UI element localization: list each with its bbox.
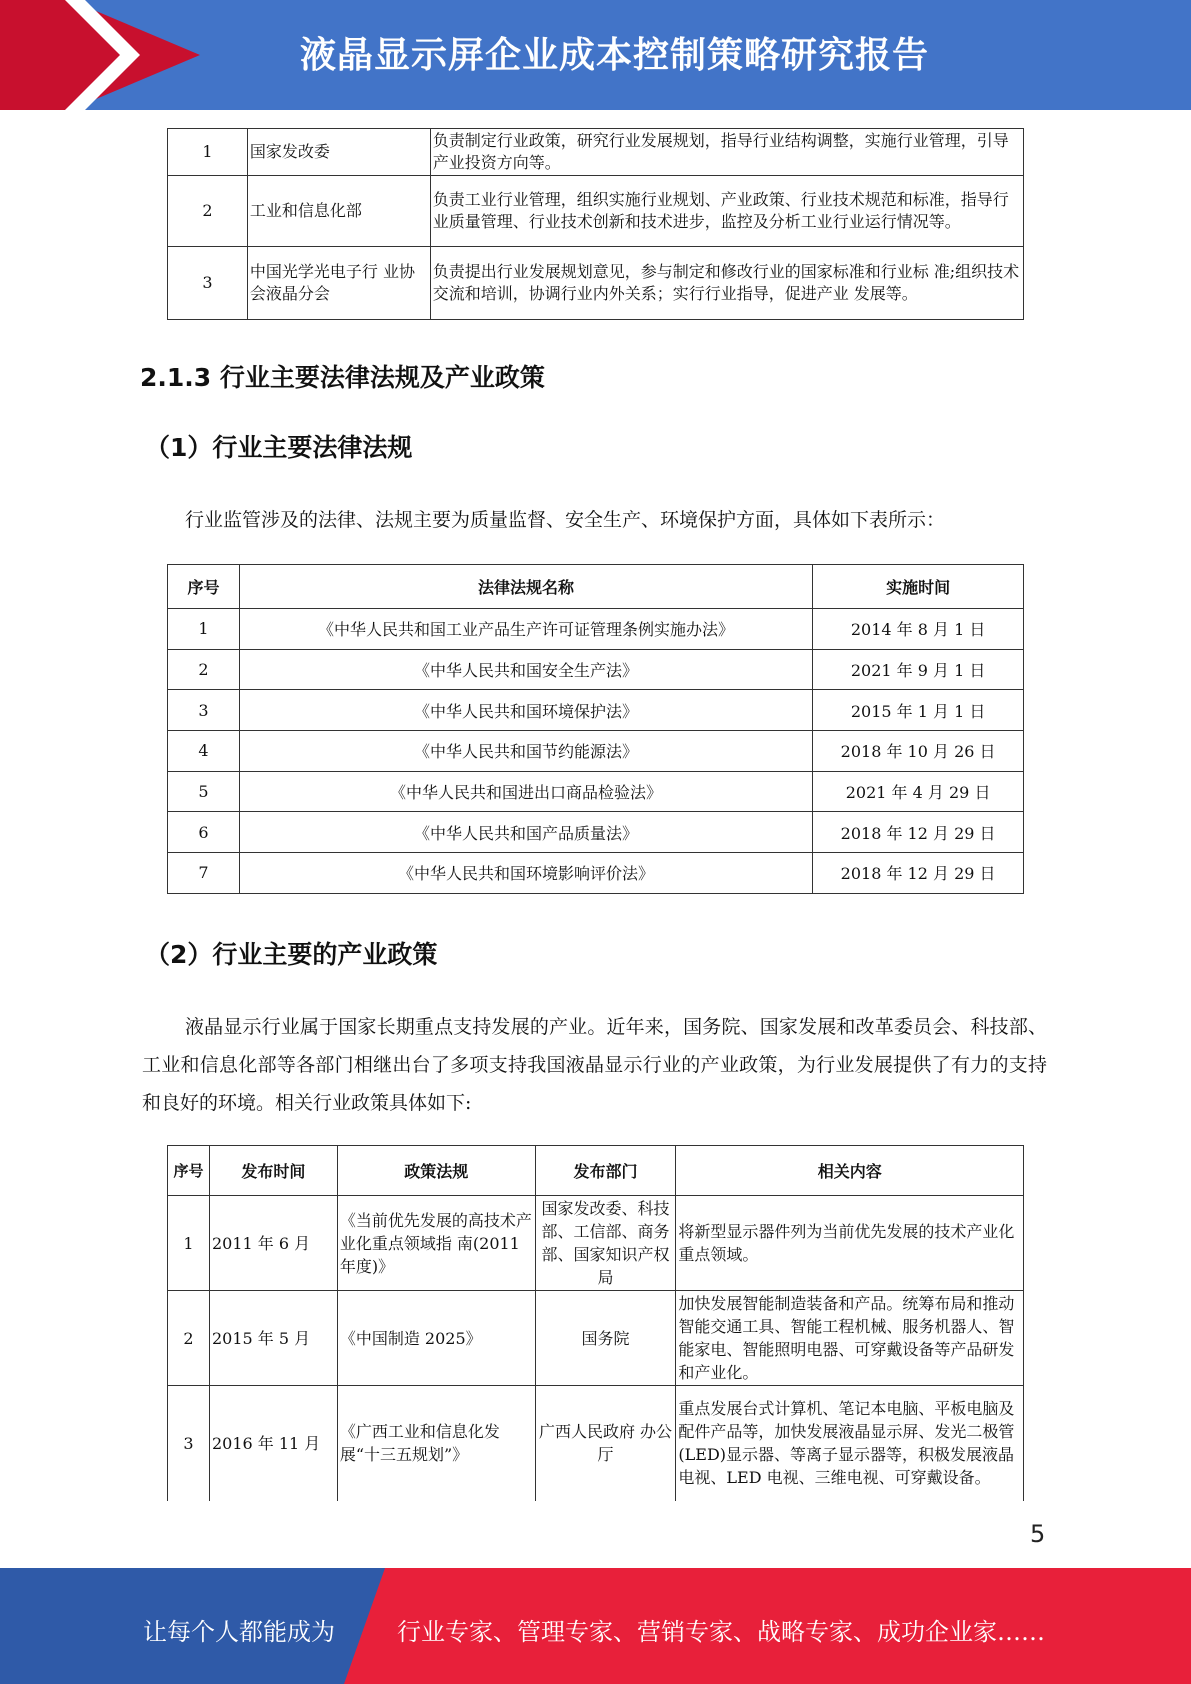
table-cell: 《中华人民共和国节约能源法》: [239, 731, 812, 772]
table-cell: 2: [168, 649, 240, 690]
table-cell: 7: [168, 853, 240, 894]
table-cell: 2: [168, 1291, 210, 1386]
table-cell: 《广西工业和信息化发展“十三五规划”》: [337, 1386, 535, 1501]
table-cell: 2018 年 10 月 26 日: [813, 731, 1024, 772]
table-cell: 2018 年 12 月 29 日: [813, 853, 1024, 894]
table-cell: 3: [168, 1386, 210, 1501]
table-cell: 5: [168, 771, 240, 812]
table-header-row: [168, 1146, 1024, 1196]
table-cell: 中国光学光电子行 业协会液晶分会: [247, 247, 430, 320]
column-header: 发布时间: [209, 1146, 337, 1196]
table-cell: 工业和信息化部: [247, 176, 430, 247]
section-heading: 2.1.3 行业主要法律法规及产业政策: [140, 363, 545, 392]
table-cell: 将新型显示器件列为当前优先发展的技术产业化重点领域。: [676, 1196, 1024, 1291]
table-row: [168, 812, 1024, 853]
policy-table: [167, 1145, 1024, 1501]
table-cell: 《中国制造 2025》: [337, 1291, 535, 1386]
table-row: [168, 609, 1024, 650]
table-cell: 国家发改委: [247, 129, 430, 176]
table-cell: 加快发展智能制造装备和产品。统筹布局和推动智能交通工具、智能工程机械、服务机器人、智能家电、智能照明电器、可穿戴设备等产品研发和产业化。: [676, 1291, 1024, 1386]
table-cell: 2015 年 1 月 1 日: [813, 690, 1024, 731]
laws-heading: （1）行业主要法律法规: [145, 433, 413, 462]
footer-slogan-left: 让每个人都能成为: [143, 1618, 335, 1646]
table-cell: 2018 年 12 月 29 日: [813, 812, 1024, 853]
table-row: [168, 176, 1024, 247]
table-cell: 《当前优先发展的高技术产业化重点领域指 南(2011 年度)》: [337, 1196, 535, 1291]
table-cell: 2015 年 5 月: [209, 1291, 337, 1386]
header-red-block: [0, 0, 70, 110]
table-cell: 负责制定行业政策，研究行业发展规划，指导行业结构调整，实施行业管理，引导产业投资方向等。: [430, 129, 1023, 176]
report-title: 液晶显示屏企业成本控制策略研究报告: [300, 35, 930, 76]
table-row: [168, 649, 1024, 690]
table-cell: 1: [168, 609, 240, 650]
table-cell: 2021 年 4 月 29 日: [813, 771, 1024, 812]
table-cell: 2: [168, 176, 248, 247]
table-cell: 《中华人民共和国环境保护法》: [239, 690, 812, 731]
header-chevron-icon: [65, 0, 150, 110]
column-header: 序号: [168, 565, 240, 609]
table-row: [168, 1291, 1024, 1386]
table-cell: 2021 年 9 月 1 日: [813, 649, 1024, 690]
table-cell: 4: [168, 731, 240, 772]
table-header-row: [168, 565, 1024, 609]
table-row: [168, 771, 1024, 812]
column-header: 实施时间: [813, 565, 1024, 609]
policy-heading: （2）行业主要的产业政策: [145, 940, 438, 969]
table-cell: 2011 年 6 月: [209, 1196, 337, 1291]
table-cell: 3: [168, 690, 240, 731]
table-cell: 负责工业行业管理，组织实施行业规划、产业政策、行业技术规范和标准，指导行业质量管理、行业技术创新和技术进步，监控及分析工业行业运行情况等。: [430, 176, 1023, 247]
column-header: 政策法规: [337, 1146, 535, 1196]
table-cell: 负责提出行业发展规划意见，参与制定和修改行业的国家标准和行业标 准;组织技术交流和培训，协调行业内外关系；实行行业指导，促进产业 发展等。: [430, 247, 1023, 320]
policy-intro: 液晶显示行业属于国家长期重点支持发展的产业。近年来，国务院、国家发展和改革委员会、科技部、工业和信息化部等各部门相继出台了多项支持我国液晶显示行业的产业政策，为行业发展提供了有力的支持和良好的环境。相关行业政策具体如下:: [142, 1016, 1047, 1114]
table-cell: 1: [168, 1196, 210, 1291]
table-cell: 2014 年 8 月 1 日: [813, 609, 1024, 650]
table-cell: 6: [168, 812, 240, 853]
laws-table: [167, 564, 1024, 894]
table-row: [168, 129, 1024, 176]
column-header: 发布部门: [535, 1146, 676, 1196]
table-cell: 1: [168, 129, 248, 176]
table-row: [168, 1386, 1024, 1501]
table-row: [168, 1196, 1024, 1291]
table-cell: 2016 年 11 月: [209, 1386, 337, 1501]
laws-intro: 行业监管涉及的法律、法规主要为质量监督、安全生产、环境保护方面，具体如下表所示：: [185, 509, 946, 531]
page-footer: [0, 1568, 1191, 1684]
column-header: 序号: [168, 1146, 210, 1196]
page-number: 5: [1030, 1520, 1046, 1548]
table-cell: 3: [168, 247, 248, 320]
table-row: [168, 690, 1024, 731]
column-header: 法律法规名称: [239, 565, 812, 609]
column-header: 相关内容: [676, 1146, 1024, 1196]
table-cell: 重点发展台式计算机、笔记本电脑、平板电脑及配件产品等，加快发展液晶显示屏、发光二极管(LED)显示器、等离子显示器等，积极发展液晶电视、LED 电视、三维电视、可穿戴设备。: [676, 1386, 1024, 1501]
table-cell: 《中华人民共和国安全生产法》: [239, 649, 812, 690]
table-row: [168, 247, 1024, 320]
table-row: [168, 731, 1024, 772]
page-header: [0, 0, 1191, 110]
table-cell: 国家发改委、科技部、工信部、商务部、国家知识产权局: [535, 1196, 676, 1291]
table-cell: 《中华人民共和国环境影响评价法》: [239, 853, 812, 894]
table-row: [168, 853, 1024, 894]
table-cell: 国务院: [535, 1291, 676, 1386]
authority-table: [167, 128, 1024, 320]
footer-slogan-right: 行业专家、管理专家、营销专家、战略专家、成功企业家……: [397, 1618, 1045, 1646]
table-cell: 《中华人民共和国工业产品生产许可证管理条例实施办法》: [239, 609, 812, 650]
table-cell: 《中华人民共和国进出口商品检验法》: [239, 771, 812, 812]
table-cell: 广西人民政府 办公厅: [535, 1386, 676, 1501]
table-cell: 《中华人民共和国产品质量法》: [239, 812, 812, 853]
